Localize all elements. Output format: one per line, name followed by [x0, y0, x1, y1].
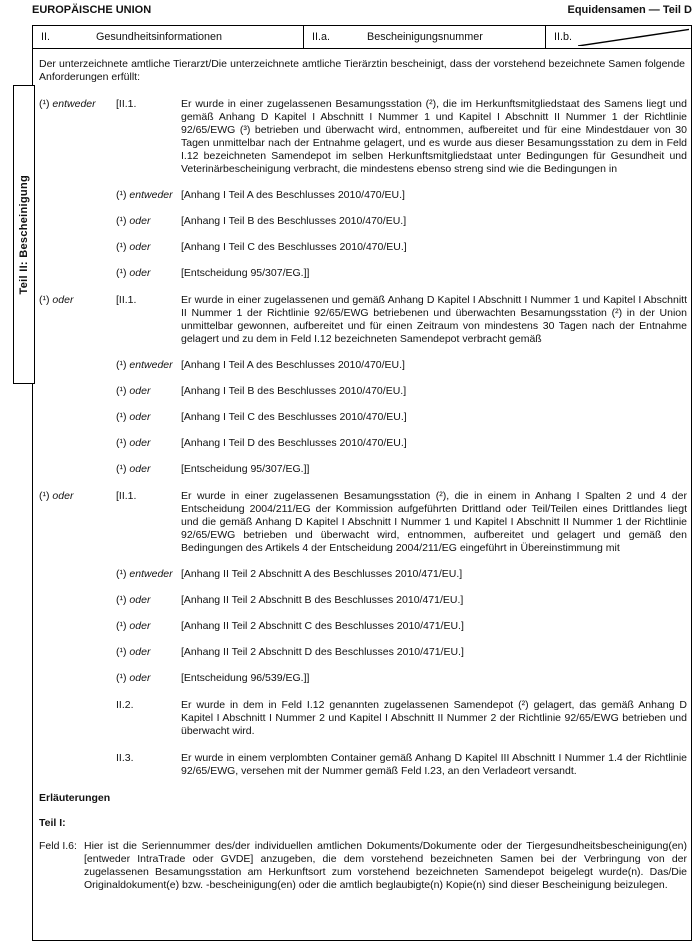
field-i6-label: Feld I.6:	[39, 840, 77, 852]
option-row	[33, 463, 691, 476]
clause-number: II.3.	[116, 752, 134, 764]
option-marker	[116, 463, 181, 476]
option-text: [Anhang II Teil 2 Abschnitt A des Beschlusses 2010/471/EU.]	[181, 568, 463, 580]
alternative-word: oder	[129, 411, 151, 423]
option-row	[33, 672, 691, 685]
option-row	[33, 267, 691, 280]
clause-row	[33, 752, 691, 778]
field-i6-text: Hier ist die Seriennummer des/der individuellen amtlichen Dokuments/Dokumente oder der Tiergesundheitsbescheinigung(en) [entweder IntraTrade oder GVDE] anzugeben, die dem vorstehend bezeichneten Samen bei der Verbringung von der zugelassenen Besamungsstation am Herkunftsort zum vorstehend bezeichneten Samendepot beigelegt wurde(n). Das/Die Originaldokument(e) bzw. -bescheinigung(en) oder die amtlich beglaubigte(n) Kopie(n) sind dieser Bescheinigung beizulegen.	[84, 840, 687, 891]
alternative-word: oder	[129, 437, 151, 449]
clause-number: [II.1.	[116, 98, 137, 110]
page-header-right: Equidensamen — Teil D	[567, 4, 692, 16]
clause-row	[33, 294, 691, 346]
clause-number: II.2.	[116, 699, 134, 711]
option-row	[33, 385, 691, 398]
alternative-word: oder	[129, 620, 151, 632]
clause-marker	[39, 98, 116, 111]
alternative-word: oder	[129, 594, 151, 606]
alternative-word: oder	[129, 463, 151, 475]
footnote-marker: (¹)	[116, 411, 127, 423]
option-marker	[116, 568, 181, 581]
option-row	[33, 241, 691, 254]
alternative-word: entweder	[52, 98, 96, 110]
option-text: [Anhang I Teil A des Beschlusses 2010/470/EU.]	[181, 189, 405, 201]
option-marker	[116, 411, 181, 424]
field-ii-cell	[33, 26, 304, 48]
footnote-marker: (¹)	[116, 463, 127, 475]
footnote-marker: (¹)	[116, 215, 127, 227]
option-text: [Anhang I Teil A des Beschlusses 2010/470/EU.]	[181, 359, 405, 371]
field-iib-cell	[546, 26, 691, 48]
alternative-word: oder	[129, 646, 151, 658]
clause-number: [II.1.	[116, 294, 137, 306]
intro-text: Der unterzeichnete amtliche Tierarzt/Die unterzeichnete amtliche Tierärztin bescheinigt, dass der vorstehend bezeichnete Samen folgende Anforderungen erfüllt:	[39, 58, 685, 83]
field-ii-label: Gesundheitsinformationen	[96, 30, 223, 43]
page-header-left: EUROPÄISCHE UNION	[32, 4, 152, 16]
option-marker	[116, 594, 181, 607]
footnote-marker: (¹)	[116, 241, 127, 253]
option-marker	[116, 359, 181, 372]
option-marker	[116, 620, 181, 633]
alternative-word: oder	[52, 294, 74, 306]
option-row	[33, 646, 691, 659]
option-text: [Anhang I Teil B des Beschlusses 2010/470/EU.]	[181, 215, 407, 227]
part-i-heading: Teil I:	[39, 817, 66, 829]
sidebar-label: Teil II: Bescheinigung	[17, 174, 30, 295]
header-row	[33, 26, 691, 49]
clause-text: Er wurde in einer zugelassenen Besamungsstation (²), die in einem in Anhang I Spalten 2 und 4 der Entscheidung 2004/211/EG der Kommission aufgeführten Drittland oder Teil/Teilen eines Drittlandes liegt und die gemäß Anhang D Kapitel I Abschnitt I Nummer 1 und Kapitel I Abschnitt II Nummer 1 der Richtlinie 92/65/EWG betrieben und überwacht wird, entnommen, aufbereitet und gelagert und gemäß den Bedingungen des Artikels 4 der Entscheidung 2004/211/EG eingeführt in Übereinstimmung mit	[181, 490, 687, 554]
field-ii-code: II.	[41, 30, 50, 43]
footnote-marker: (¹)	[116, 189, 127, 201]
clause-row	[33, 98, 691, 176]
option-text: [Entscheidung 95/307/EG.]]	[181, 267, 310, 279]
explanations-heading: Erläuterungen	[39, 792, 111, 804]
footnote-marker: (¹)	[116, 267, 127, 279]
option-text: [Anhang II Teil 2 Abschnitt B des Beschlusses 2010/471/EU.]	[181, 594, 464, 606]
alternative-word: entweder	[129, 359, 173, 371]
option-row	[33, 568, 691, 581]
clause-marker	[39, 294, 116, 307]
clause-marker	[39, 490, 116, 503]
option-row	[33, 437, 691, 450]
option-text: [Entscheidung 95/307/EG.]]	[181, 463, 310, 475]
alternative-word: oder	[129, 215, 151, 227]
alternative-word: oder	[129, 385, 151, 397]
footnote-marker: (¹)	[116, 385, 127, 397]
alternative-word: oder	[129, 672, 151, 684]
option-text: [Anhang I Teil C des Beschlusses 2010/470/EU.]	[181, 411, 407, 423]
footnote-marker: (¹)	[116, 437, 127, 449]
field-i6-row	[33, 840, 691, 892]
clause-text: Er wurde in dem in Feld I.12 genannten zugelassenen Samendepot (²) gelagert, das gemäß Anhang D Kapitel I Abschnitt I Nummer 2 und Kapitel I Abschnitt II Nummer 2 der Richtlinie 92/65/EWG betrieben und überwacht wird.	[181, 699, 687, 737]
option-marker	[116, 385, 181, 398]
clause-text: Er wurde in einem verplombten Container gemäß Anhang D Kapitel III Abschnitt I Nummer 1.4 der Richtlinie 92/65/EWG, versehen mit der Nummer gemäß Feld I.23, an den Verladeort versandt.	[181, 752, 687, 777]
alternative-word: entweder	[129, 189, 173, 201]
option-marker	[116, 672, 181, 685]
page-header	[32, 4, 692, 17]
option-text: [Entscheidung 96/539/EG.]]	[181, 672, 310, 684]
option-marker	[116, 267, 181, 280]
field-iia-code: II.a.	[312, 30, 331, 43]
alternative-word: oder	[52, 490, 74, 502]
clause-text: Er wurde in einer zugelassenen Besamungsstation (²), die im Herkunftsmitgliedstaat des Samens liegt und gemäß Anhang D Kapitel I Abschnitt I Nummer 1 und Kapitel I Abschnitt II Nummer 1 der Richtlinie 92/65/EWG (³) betrieben und überwacht wird, entnommen, aufbereitet und für eine Mindestdauer von 30 Tagen unmittelbar nach der Entnahme gelagert, und es wurde aus dieser Besamungsstation zu dem in Feld I.12 bezeichneten Samendepot im selben Herkunftsmitgliedstaat unter Bedingungen für Gesundheit und Veterinärbescheinigung verbracht, die mindestens ebenso streng sind wie die Bedingungen in	[181, 98, 687, 175]
option-row	[33, 359, 691, 372]
option-row	[33, 189, 691, 202]
option-marker	[116, 437, 181, 450]
option-marker	[116, 189, 181, 202]
alternative-word: oder	[129, 267, 151, 279]
option-row	[33, 411, 691, 424]
diagonal-slash	[578, 28, 689, 46]
clause-text: Er wurde in einer zugelassenen und gemäß Anhang D Kapitel I Abschnitt I Nummer 1 und Kapitel I Abschnitt II Nummer 1 der Richtlinie 92/65/EWG betriebenen und überwachten Besamungsstation (²) in der Union unmittelbar gewonnen, aufbereitet und für einen Zeitraum von mindestens 30 Tagen nach der Entnahme gelagert und zu dem in Feld I.12 bezeichneten Samendepot verbracht gemäß	[181, 294, 687, 345]
footnote-marker: (¹)	[116, 620, 127, 632]
alternative-word: oder	[129, 241, 151, 253]
clause-number: [II.1.	[116, 490, 137, 502]
option-text: [Anhang I Teil B des Beschlusses 2010/470/EU.]	[181, 385, 407, 397]
certificate-box	[32, 25, 692, 941]
footnote-marker: (¹)	[116, 646, 127, 658]
option-marker	[116, 215, 181, 228]
clause-row	[33, 699, 691, 738]
option-text: [Anhang I Teil D des Beschlusses 2010/470/EU.]	[181, 437, 407, 449]
option-row	[33, 594, 691, 607]
field-iib-code: II.b.	[554, 30, 573, 43]
option-marker	[116, 241, 181, 254]
alternative-word: entweder	[129, 568, 173, 580]
footnote-marker: (¹)	[39, 98, 50, 110]
field-iia-label: Bescheinigungsnummer	[367, 30, 483, 43]
part-ii-sidebar-tab	[13, 85, 35, 384]
option-text: [Anhang II Teil 2 Abschnitt D des Beschlusses 2010/471/EU.]	[181, 646, 464, 658]
footnote-marker: (¹)	[116, 672, 127, 684]
footnote-marker: (¹)	[116, 594, 127, 606]
footnote-marker: (¹)	[39, 294, 50, 306]
option-row	[33, 620, 691, 633]
footnote-marker: (¹)	[116, 359, 127, 371]
option-text: [Anhang I Teil C des Beschlusses 2010/470/EU.]	[181, 241, 407, 253]
option-row	[33, 215, 691, 228]
field-iia-cell	[304, 26, 546, 48]
clause-row	[33, 490, 691, 555]
footnote-marker: (¹)	[116, 568, 127, 580]
footnote-marker: (¹)	[39, 490, 50, 502]
option-marker	[116, 646, 181, 659]
option-text: [Anhang II Teil 2 Abschnitt C des Beschlusses 2010/471/EU.]	[181, 620, 464, 632]
